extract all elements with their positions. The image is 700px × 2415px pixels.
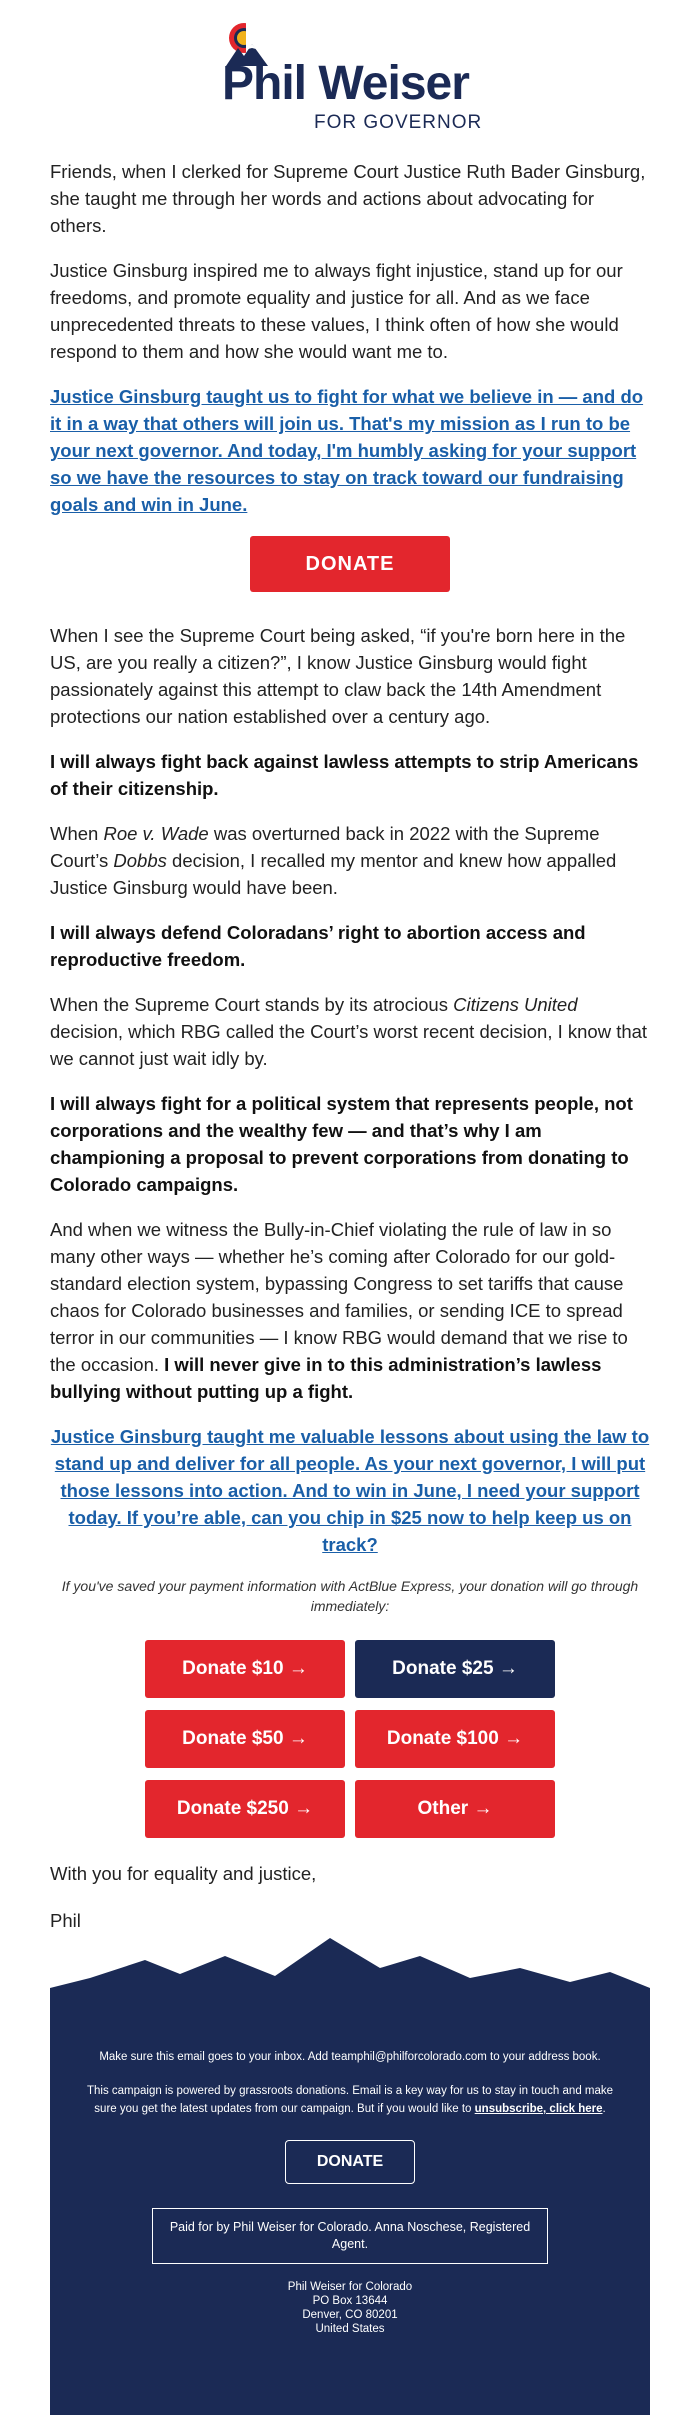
donate-50-button[interactable]: Donate $50 → xyxy=(145,1710,345,1768)
paragraph-bully-in-chief: And when we witness the Bully-in-Chief violating the rule of law in so many other ways — whether he’s coming after Colorado for our gold-standard election system, bypassing Congress to set tariffs that cause chaos for Colorado businesses and families, or sending ICE to spread terror in our communities — I know RBG would demand that we rise to the occasion. I will never give in to this administration’s lawless bullying without putting up a fight. xyxy=(50,1219,628,1402)
donate-button[interactable]: DONATE xyxy=(250,536,450,592)
pledge-abortion: I will always defend Coloradans’ right to abortion access and reproductive freedom. xyxy=(50,922,586,970)
donate-25-button[interactable]: Donate $25 → xyxy=(355,1640,555,1698)
paragraph-inspiration: Justice Ginsburg inspired me to always fight injustice, stand up for our freedoms, and promote equality and justice for all. And as we face unprecedented threats to these values, I think often of how she would respond to them and how she would want me to. xyxy=(50,260,623,362)
paragraph-roe: When Roe v. Wade was overturned back in 2022 with the Supreme Court’s Dobbs decision, I recalled my mentor and knew how appalled Justice Ginsburg would have been. xyxy=(50,823,617,898)
footer-powered-note: This campaign is powered by grassroots donations. Email is a key way for us to stay in touch and make sure you get the latest updates from our campaign. But if you would like to unsubscribe, click here. xyxy=(86,2085,614,2115)
signature: Phil xyxy=(50,1910,81,1931)
unsubscribe-link[interactable]: unsubscribe, click here xyxy=(474,2103,603,2115)
mailing-address: Phil Weiser for Colorado PO Box 13644 Denver, CO 80201 United States xyxy=(287,2281,413,2335)
pledge-citizenship: I will always fight back against lawless attempts to strip Americans of their citizenship. xyxy=(50,751,639,799)
pledge-political-system: I will always fight for a political system that represents people, not corporations and the wealthy few — and that’s why I am championing a proposal to prevent corporations from donating to Colorado campaigns. xyxy=(50,1093,633,1195)
footer-inbox-note: Make sure this email goes to your inbox. Add teamphil@philforcolorado.com to your address book. xyxy=(99,2051,601,2063)
donation-amounts xyxy=(50,1640,650,1838)
donate-10-button[interactable]: Donate $10 → xyxy=(145,1640,345,1698)
paid-for-disclaimer: Paid for by Phil Weiser for Colorado. Anna Noschese, Registered Agent. xyxy=(152,2208,548,2264)
mountain-skyline-icon xyxy=(50,1938,650,2020)
donate-250-button[interactable]: Donate $250 → xyxy=(145,1780,345,1838)
footer-donate-button[interactable]: DONATE xyxy=(285,2140,415,2184)
ask-link-1[interactable]: Justice Ginsburg taught us to fight for what we believe in — and do it in a way that others will join us. That's my mission as I run to be your next governor. And today, I'm humbly asking for your support so we have the resources to stay on track toward our fundraising goals and win in June. xyxy=(50,386,644,515)
ask-link-2[interactable]: Justice Ginsburg taught me valuable lessons about using the law to stand up and deliver for all people. As your next governor, I will put those lessons into action. And to win in June, I need your support today. If you’re able, can you chip in $25 now to help keep us on track? xyxy=(50,1426,650,1555)
campaign-logo xyxy=(0,14,700,133)
footer-panel xyxy=(50,2018,650,2415)
donate-100-button[interactable]: Donate $100 → xyxy=(355,1710,555,1768)
email-footer xyxy=(50,1938,650,2415)
sign-off: With you for equality and justice, xyxy=(50,1863,317,1884)
actblue-express-note: If you've saved your payment information with ActBlue Express, your donation will go through immediately: xyxy=(61,1578,639,1614)
donate-other-button[interactable]: Other → xyxy=(355,1780,555,1838)
logo-name: Phil Weiser xyxy=(222,57,469,110)
logo-subtitle: FOR GOVERNOR xyxy=(314,112,483,133)
paragraph-citizenship: When I see the Supreme Court being asked, “if you're born here in the US, are you really a citizen?”, I know Justice Ginsburg would fight passionately against this attempt to claw back the 14th Amendment protections our nation established over a century ago. xyxy=(50,625,626,727)
paragraph-citizens-united: When the Supreme Court stands by its atrocious Citizens United decision, which RBG called the Court’s worst recent decision, I know that we cannot just wait idly by. xyxy=(50,994,648,1069)
paragraph-intro: Friends, when I clerked for Supreme Court Justice Ruth Bader Ginsburg, she taught me through her words and actions about advocating for others. xyxy=(50,161,646,236)
email-body xyxy=(50,158,650,1954)
